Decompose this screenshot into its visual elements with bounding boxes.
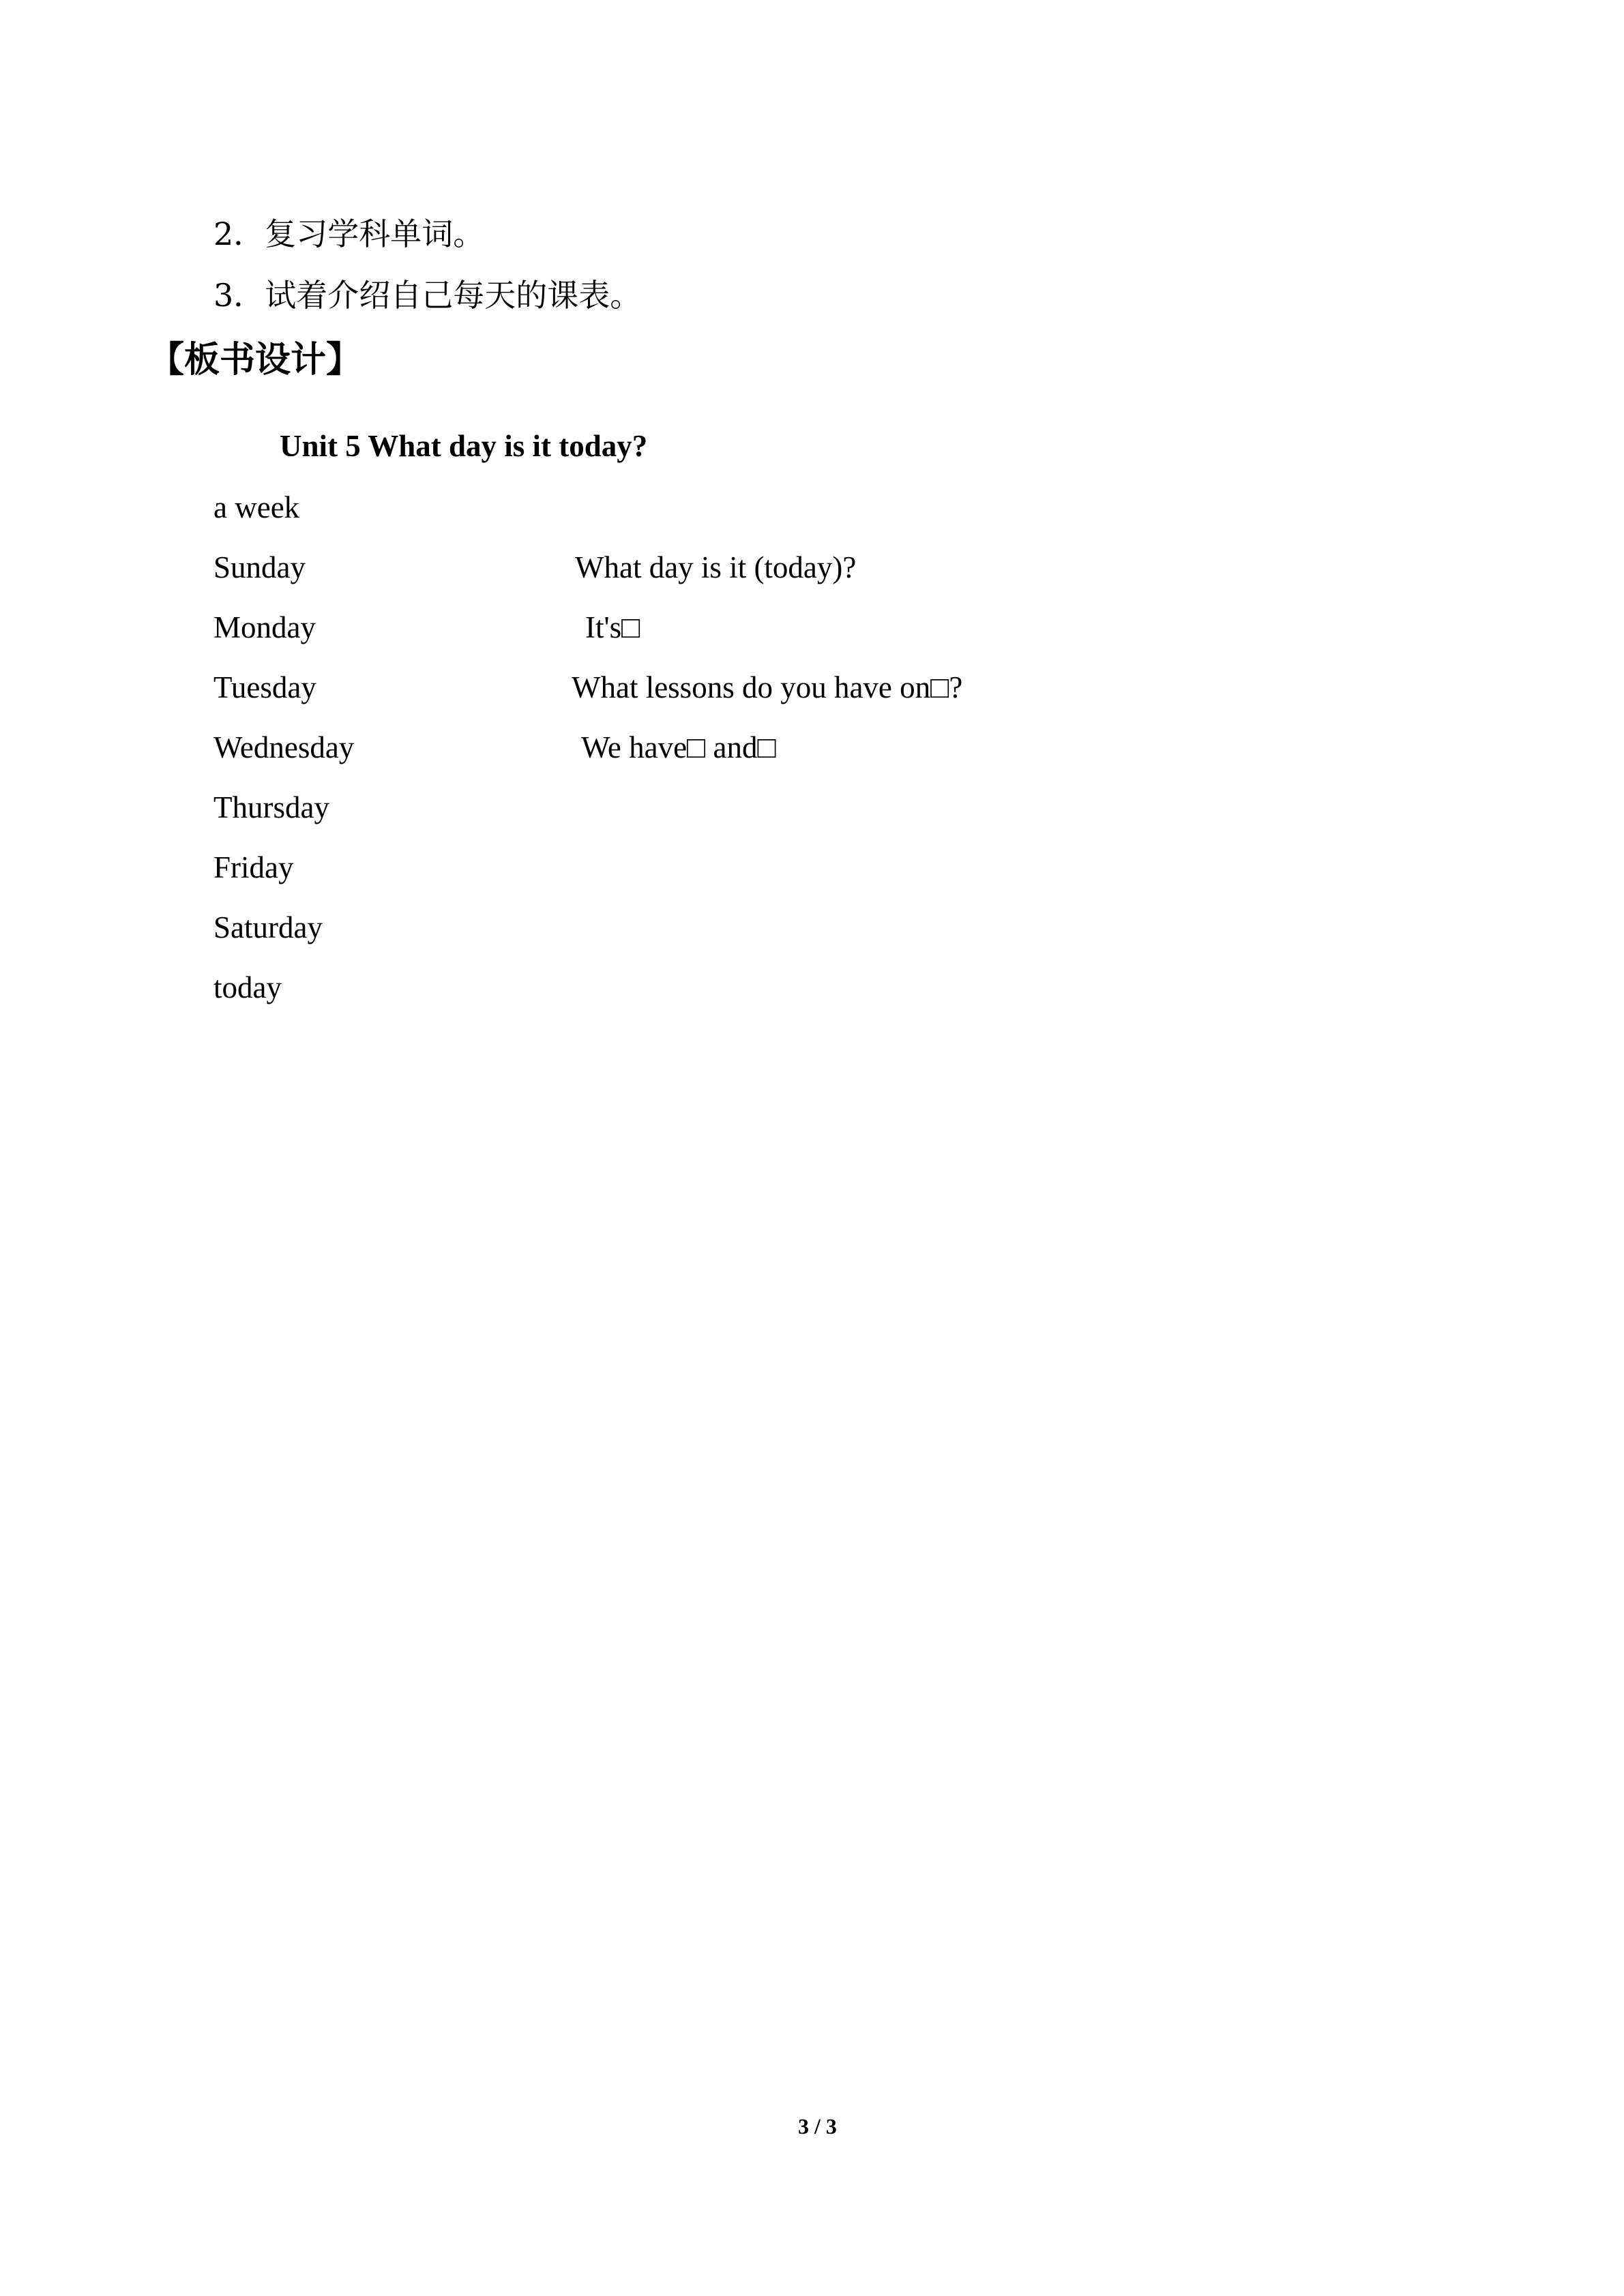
word-item: Thursday [213,790,329,824]
sentence-item: It's□ [585,610,640,644]
word-item: Wednesday [213,730,355,764]
word-item: Monday [213,610,316,644]
homework-item-3: 3．试着介绍自己每天的课表。 [213,277,642,314]
sentence-item: What day is it (today)? [575,550,857,584]
sentence-item: What lessons do you have on□? [572,670,963,704]
sentence-item: We have□ and□ [581,730,776,764]
page-number: 3 / 3 [798,2114,837,2138]
word-item: Saturday [213,910,323,944]
board-title: Unit 5 What day is it today? [280,429,648,463]
homework-item-2: 2．复习学科单词。 [213,215,485,252]
word-item: Tuesday [213,670,316,704]
word-item: a week [213,490,300,524]
word-item: Sunday [213,550,306,584]
section-heading: 【板书设计】 [149,340,362,381]
word-item: Friday [213,850,294,884]
word-item: today [213,970,282,1004]
